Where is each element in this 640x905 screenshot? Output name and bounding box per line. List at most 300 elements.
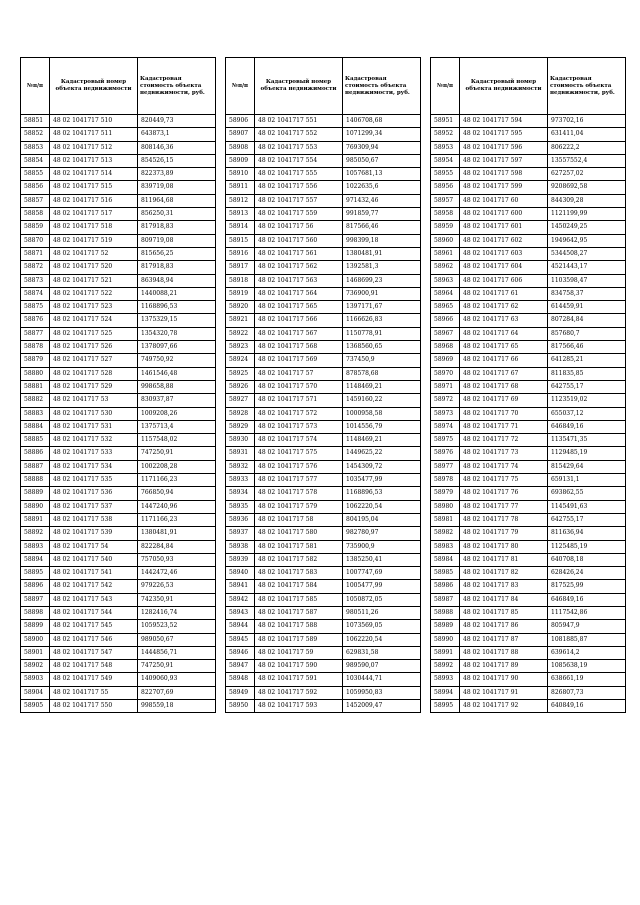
table-row xyxy=(431,553,626,566)
cadastral-number: 48 02 1041717 52 xyxy=(50,247,138,260)
cadastral-number: 48 02 1041717 557 xyxy=(255,194,343,207)
cadastral-number: 48 02 1041717 60 xyxy=(460,194,548,207)
table-row xyxy=(431,513,626,526)
table-row xyxy=(431,673,626,686)
row-number: 58956 xyxy=(431,181,460,194)
table-row xyxy=(226,274,421,287)
cadastral-value: 1148469,21 xyxy=(343,380,421,393)
cadastral-value: 1022635,6 xyxy=(343,181,421,194)
cadastral-number: 48 02 1041717 537 xyxy=(50,500,138,513)
table-row xyxy=(431,247,626,260)
cadastral-number: 48 02 1041717 589 xyxy=(255,633,343,646)
row-number: 58983 xyxy=(431,540,460,553)
cadastral-value: 639614,2 xyxy=(548,646,626,659)
cadastral-number: 48 02 1041717 529 xyxy=(50,380,138,393)
cadastral-number: 48 02 1041717 567 xyxy=(255,327,343,340)
cadastral-value: 1380481,91 xyxy=(343,247,421,260)
row-number: 58948 xyxy=(226,673,255,686)
cadastral-number: 48 02 1041717 545 xyxy=(50,620,138,633)
table-row xyxy=(431,660,626,673)
cadastral-value: 1014556,79 xyxy=(343,420,421,433)
table-row xyxy=(431,221,626,234)
table-row xyxy=(226,194,421,207)
row-number: 58944 xyxy=(226,620,255,633)
cadastral-value: 1168896,53 xyxy=(343,487,421,500)
row-number: 58952 xyxy=(431,128,460,141)
row-number: 58885 xyxy=(21,434,50,447)
cadastral-value: 1000958,58 xyxy=(343,407,421,420)
row-number: 58968 xyxy=(431,341,460,354)
row-number: 58962 xyxy=(431,261,460,274)
cadastral-value: 1452009,47 xyxy=(343,700,421,713)
table-row xyxy=(21,168,216,181)
table-row xyxy=(226,633,421,646)
table-row xyxy=(431,314,626,327)
row-number: 58982 xyxy=(431,527,460,540)
table-row xyxy=(431,460,626,473)
row-number: 58975 xyxy=(431,434,460,447)
table-row xyxy=(226,301,421,314)
cadastral-value: 854526,15 xyxy=(138,154,216,167)
cadastral-number: 48 02 1041717 596 xyxy=(460,141,548,154)
row-number: 58965 xyxy=(431,301,460,314)
cadastral-number: 48 02 1041717 80 xyxy=(460,540,548,553)
cadastral-number: 48 02 1041717 79 xyxy=(460,527,548,540)
row-number: 58872 xyxy=(21,261,50,274)
table-row xyxy=(21,700,216,713)
cadastral-number: 48 02 1041717 516 xyxy=(50,194,138,207)
row-number: 58879 xyxy=(21,354,50,367)
cadastral-number: 48 02 1041717 517 xyxy=(50,208,138,221)
cadastral-value: 817918,83 xyxy=(138,261,216,274)
cadastral-number: 48 02 1041717 566 xyxy=(255,314,343,327)
table-row xyxy=(226,394,421,407)
cadastral-number: 48 02 1041717 547 xyxy=(50,646,138,659)
row-number: 58852 xyxy=(21,128,50,141)
cadastral-value: 4521443,17 xyxy=(548,261,626,274)
cadastral-value: 643873,1 xyxy=(138,128,216,141)
table-row xyxy=(431,567,626,580)
table-body xyxy=(21,58,216,713)
table-row xyxy=(21,274,216,287)
table-row xyxy=(226,513,421,526)
cadastral-table-2 xyxy=(225,57,421,713)
row-number: 58911 xyxy=(226,181,255,194)
cadastral-number: 48 02 1041717 587 xyxy=(255,606,343,619)
cadastral-number: 48 02 1041717 67 xyxy=(460,367,548,380)
cadastral-value: 1002208,28 xyxy=(138,460,216,473)
cadastral-value: 804195,04 xyxy=(343,513,421,526)
cadastral-number: 48 02 1041717 595 xyxy=(460,128,548,141)
table-row xyxy=(21,394,216,407)
cadastral-value: 830937,87 xyxy=(138,394,216,407)
row-number: 58973 xyxy=(431,407,460,420)
table-row xyxy=(431,194,626,207)
row-number: 58853 xyxy=(21,141,50,154)
row-number: 58858 xyxy=(21,208,50,221)
cadastral-number: 48 02 1041717 521 xyxy=(50,274,138,287)
cadastral-value: 1447240,96 xyxy=(138,500,216,513)
table-row xyxy=(21,234,216,247)
cadastral-number: 48 02 1041717 560 xyxy=(255,234,343,247)
row-number: 58896 xyxy=(21,580,50,593)
table-row xyxy=(226,606,421,619)
cadastral-value: 627257,02 xyxy=(548,168,626,181)
table-row xyxy=(431,208,626,221)
table-row xyxy=(431,487,626,500)
table-row xyxy=(21,593,216,606)
cadastral-value: 642755,17 xyxy=(548,380,626,393)
cadastral-value: 1440088,21 xyxy=(138,287,216,300)
row-number: 58894 xyxy=(21,553,50,566)
table-row xyxy=(21,354,216,367)
row-number: 58859 xyxy=(21,221,50,234)
cadastral-value: 1030444,71 xyxy=(343,673,421,686)
row-number: 58874 xyxy=(21,287,50,300)
cadastral-number: 48 02 1041717 531 xyxy=(50,420,138,433)
table-row xyxy=(21,420,216,433)
cadastral-number: 48 02 1041717 85 xyxy=(460,606,548,619)
cadastral-value: 693862,55 xyxy=(548,487,626,500)
table-row xyxy=(21,194,216,207)
row-number: 58921 xyxy=(226,314,255,327)
table-row xyxy=(226,247,421,260)
row-number: 58854 xyxy=(21,154,50,167)
cadastral-value: 1171166,23 xyxy=(138,513,216,526)
cadastral-value: 757050,93 xyxy=(138,553,216,566)
cadastral-number: 48 02 1041717 588 xyxy=(255,620,343,633)
cadastral-value: 1375329,15 xyxy=(138,314,216,327)
row-number: 58907 xyxy=(226,128,255,141)
cadastral-value: 815656,25 xyxy=(138,247,216,260)
cadastral-value: 659131,1 xyxy=(548,474,626,487)
row-number: 58938 xyxy=(226,540,255,553)
cadastral-number: 48 02 1041717 58 xyxy=(255,513,343,526)
row-number: 58893 xyxy=(21,540,50,553)
cadastral-value: 614459,91 xyxy=(548,301,626,314)
table-row xyxy=(21,660,216,673)
cadastral-number: 48 02 1041717 525 xyxy=(50,327,138,340)
row-number: 58990 xyxy=(431,633,460,646)
row-number: 58924 xyxy=(226,354,255,367)
cadastral-value: 9208692,58 xyxy=(548,181,626,194)
table-row xyxy=(226,208,421,221)
cadastral-value: 736900,91 xyxy=(343,287,421,300)
cadastral-number: 48 02 1041717 62 xyxy=(460,301,548,314)
row-number: 58933 xyxy=(226,474,255,487)
table-row xyxy=(431,633,626,646)
cadastral-value: 1378097,66 xyxy=(138,341,216,354)
table-row xyxy=(21,553,216,566)
cadastral-number: 48 02 1041717 538 xyxy=(50,513,138,526)
header-cadastral-number: Кадастровый номер объекта недвижимости xyxy=(460,58,548,115)
row-number: 58994 xyxy=(431,686,460,699)
cadastral-number: 48 02 1041717 61 xyxy=(460,287,548,300)
table-row xyxy=(226,487,421,500)
header-row xyxy=(431,58,626,115)
row-number: 58884 xyxy=(21,420,50,433)
cadastral-value: 1009208,26 xyxy=(138,407,216,420)
row-number: 58916 xyxy=(226,247,255,260)
cadastral-number: 48 02 1041717 56 xyxy=(255,221,343,234)
cadastral-value: 1375713,4 xyxy=(138,420,216,433)
row-number: 58878 xyxy=(21,341,50,354)
row-number: 58984 xyxy=(431,553,460,566)
cadastral-number: 48 02 1041717 554 xyxy=(255,154,343,167)
row-number: 58940 xyxy=(226,567,255,580)
table-row xyxy=(431,500,626,513)
row-number: 58906 xyxy=(226,115,255,128)
table-row xyxy=(21,620,216,633)
table-row xyxy=(431,341,626,354)
row-number: 58897 xyxy=(21,593,50,606)
cadastral-value: 1123519,02 xyxy=(548,394,626,407)
cadastral-value: 1949642,95 xyxy=(548,234,626,247)
cadastral-value: 806222,2 xyxy=(548,141,626,154)
cadastral-number: 48 02 1041717 559 xyxy=(255,208,343,221)
row-number: 58993 xyxy=(431,673,460,686)
cadastral-value: 979226,53 xyxy=(138,580,216,593)
cadastral-value: 989590,07 xyxy=(343,660,421,673)
cadastral-value: 1171166,23 xyxy=(138,474,216,487)
row-number: 58870 xyxy=(21,234,50,247)
row-number: 58972 xyxy=(431,394,460,407)
row-number: 58941 xyxy=(226,580,255,593)
row-number: 58926 xyxy=(226,380,255,393)
table-row xyxy=(226,367,421,380)
header-number: №п/п xyxy=(226,58,255,115)
header-row xyxy=(21,58,216,115)
cadastral-number: 48 02 1041717 551 xyxy=(255,115,343,128)
cadastral-number: 48 02 1041717 77 xyxy=(460,500,548,513)
cadastral-number: 48 02 1041717 564 xyxy=(255,287,343,300)
cadastral-value: 844309,28 xyxy=(548,194,626,207)
row-number: 58937 xyxy=(226,527,255,540)
cadastral-value: 1125485,19 xyxy=(548,540,626,553)
cadastral-value: 646849,16 xyxy=(548,593,626,606)
cadastral-number: 48 02 1041717 68 xyxy=(460,380,548,393)
row-number: 58908 xyxy=(226,141,255,154)
row-number: 58857 xyxy=(21,194,50,207)
cadastral-value: 805947,9 xyxy=(548,620,626,633)
table-row xyxy=(226,234,421,247)
table-row xyxy=(21,633,216,646)
table-row xyxy=(431,234,626,247)
table-row xyxy=(21,606,216,619)
cadastral-value: 1117542,86 xyxy=(548,606,626,619)
row-number: 58964 xyxy=(431,287,460,300)
table-row xyxy=(226,181,421,194)
table-row xyxy=(21,181,216,194)
cadastral-number: 48 02 1041717 571 xyxy=(255,394,343,407)
cadastral-value: 1135471,35 xyxy=(548,434,626,447)
table-row xyxy=(431,620,626,633)
table-row xyxy=(21,686,216,699)
cadastral-value: 1444856,71 xyxy=(138,646,216,659)
table-row xyxy=(431,646,626,659)
row-number: 58923 xyxy=(226,341,255,354)
row-number: 58966 xyxy=(431,314,460,327)
table-row xyxy=(431,181,626,194)
cadastral-number: 48 02 1041717 577 xyxy=(255,474,343,487)
row-number: 58873 xyxy=(21,274,50,287)
row-number: 58880 xyxy=(21,367,50,380)
cadastral-number: 48 02 1041717 599 xyxy=(460,181,548,194)
cadastral-number: 48 02 1041717 527 xyxy=(50,354,138,367)
cadastral-value: 1442472,46 xyxy=(138,567,216,580)
row-number: 58987 xyxy=(431,593,460,606)
cadastral-value: 985050,67 xyxy=(343,154,421,167)
cadastral-number: 48 02 1041717 582 xyxy=(255,553,343,566)
table-row xyxy=(21,434,216,447)
cadastral-number: 48 02 1041717 593 xyxy=(255,700,343,713)
row-number: 58959 xyxy=(431,221,460,234)
cadastral-value: 766850,94 xyxy=(138,487,216,500)
row-number: 58919 xyxy=(226,287,255,300)
cadastral-value: 1166626,83 xyxy=(343,314,421,327)
table-body xyxy=(431,58,626,713)
cadastral-value: 811964,68 xyxy=(138,194,216,207)
cadastral-number: 48 02 1041717 82 xyxy=(460,567,548,580)
table-row xyxy=(226,261,421,274)
table-row xyxy=(431,580,626,593)
row-number: 58950 xyxy=(226,700,255,713)
cadastral-value: 641285,21 xyxy=(548,354,626,367)
row-number: 58886 xyxy=(21,447,50,460)
cadastral-number: 48 02 1041717 536 xyxy=(50,487,138,500)
cadastral-number: 48 02 1041717 524 xyxy=(50,314,138,327)
row-number: 58913 xyxy=(226,208,255,221)
cadastral-number: 48 02 1041717 89 xyxy=(460,660,548,673)
cadastral-value: 1129485,19 xyxy=(548,447,626,460)
cadastral-number: 48 02 1041717 64 xyxy=(460,327,548,340)
row-number: 58967 xyxy=(431,327,460,340)
row-number: 58953 xyxy=(431,141,460,154)
header-number: №п/п xyxy=(431,58,460,115)
table-row xyxy=(21,301,216,314)
row-number: 58915 xyxy=(226,234,255,247)
row-number: 58974 xyxy=(431,420,460,433)
table-row xyxy=(21,673,216,686)
cadastral-value: 817525,99 xyxy=(548,580,626,593)
cadastral-number: 48 02 1041717 603 xyxy=(460,247,548,260)
table-row xyxy=(431,367,626,380)
table-row xyxy=(21,460,216,473)
table-row xyxy=(431,287,626,300)
cadastral-value: 1050872,05 xyxy=(343,593,421,606)
cadastral-number: 48 02 1041717 65 xyxy=(460,341,548,354)
cadastral-value: 1103598,47 xyxy=(548,274,626,287)
cadastral-number: 48 02 1041717 563 xyxy=(255,274,343,287)
table-row xyxy=(21,567,216,580)
cadastral-value: 1035477,99 xyxy=(343,474,421,487)
table-row xyxy=(431,154,626,167)
cadastral-number: 48 02 1041717 59 xyxy=(255,646,343,659)
cadastral-value: 991859,77 xyxy=(343,208,421,221)
header-cadastral-value: Кадастровая стоимость объекта недвижимости, руб. xyxy=(138,58,216,115)
cadastral-value: 807284,84 xyxy=(548,314,626,327)
cadastral-number: 48 02 1041717 514 xyxy=(50,168,138,181)
row-number: 58917 xyxy=(226,261,255,274)
cadastral-value: 863948,94 xyxy=(138,274,216,287)
cadastral-value: 1085638,19 xyxy=(548,660,626,673)
cadastral-value: 815429,64 xyxy=(548,460,626,473)
cadastral-number: 48 02 1041717 71 xyxy=(460,420,548,433)
cadastral-number: 48 02 1041717 523 xyxy=(50,301,138,314)
cadastral-value: 640849,16 xyxy=(548,700,626,713)
cadastral-number: 48 02 1041717 584 xyxy=(255,580,343,593)
cadastral-value: 808146,36 xyxy=(138,141,216,154)
row-number: 58970 xyxy=(431,367,460,380)
row-number: 58905 xyxy=(21,700,50,713)
row-number: 58955 xyxy=(431,168,460,181)
cadastral-number: 48 02 1041717 513 xyxy=(50,154,138,167)
cadastral-value: 13557552,4 xyxy=(548,154,626,167)
row-number: 58930 xyxy=(226,434,255,447)
cadastral-number: 48 02 1041717 63 xyxy=(460,314,548,327)
cadastral-number: 48 02 1041717 572 xyxy=(255,407,343,420)
cadastral-value: 1062220,54 xyxy=(343,633,421,646)
row-number: 58954 xyxy=(431,154,460,167)
cadastral-value: 1005477,99 xyxy=(343,580,421,593)
cadastral-number: 48 02 1041717 550 xyxy=(50,700,138,713)
cadastral-number: 48 02 1041717 540 xyxy=(50,553,138,566)
cadastral-value: 1059523,52 xyxy=(138,620,216,633)
row-number: 58887 xyxy=(21,460,50,473)
cadastral-number: 48 02 1041717 535 xyxy=(50,474,138,487)
cadastral-number: 48 02 1041717 55 xyxy=(50,686,138,699)
cadastral-number: 48 02 1041717 565 xyxy=(255,301,343,314)
row-number: 58883 xyxy=(21,407,50,420)
cadastral-number: 48 02 1041717 583 xyxy=(255,567,343,580)
row-number: 58856 xyxy=(21,181,50,194)
cadastral-number: 48 02 1041717 541 xyxy=(50,567,138,580)
cadastral-value: 1071299,34 xyxy=(343,128,421,141)
cadastral-value: 1454309,72 xyxy=(343,460,421,473)
table-row xyxy=(431,261,626,274)
table-row xyxy=(226,434,421,447)
cadastral-value: 1450249,25 xyxy=(548,221,626,234)
cadastral-number: 48 02 1041717 532 xyxy=(50,434,138,447)
cadastral-number: 48 02 1041717 573 xyxy=(255,420,343,433)
cadastral-number: 48 02 1041717 81 xyxy=(460,553,548,566)
table-row xyxy=(431,168,626,181)
row-number: 58980 xyxy=(431,500,460,513)
table-row xyxy=(226,141,421,154)
table-row xyxy=(226,115,421,128)
row-number: 58969 xyxy=(431,354,460,367)
cadastral-number: 48 02 1041717 522 xyxy=(50,287,138,300)
cadastral-value: 998658,88 xyxy=(138,380,216,393)
row-number: 58934 xyxy=(226,487,255,500)
table-row xyxy=(226,128,421,141)
cadastral-value: 1057681,13 xyxy=(343,168,421,181)
row-number: 58957 xyxy=(431,194,460,207)
cadastral-number: 48 02 1041717 597 xyxy=(460,154,548,167)
cadastral-value: 628426,24 xyxy=(548,567,626,580)
cadastral-number: 48 02 1041717 83 xyxy=(460,580,548,593)
cadastral-number: 48 02 1041717 579 xyxy=(255,500,343,513)
cadastral-number: 48 02 1041717 585 xyxy=(255,593,343,606)
cadastral-value: 973702,16 xyxy=(548,115,626,128)
row-number: 58977 xyxy=(431,460,460,473)
cadastral-value: 638661,19 xyxy=(548,673,626,686)
cadastral-number: 48 02 1041717 78 xyxy=(460,513,548,526)
cadastral-value: 1062220,54 xyxy=(343,500,421,513)
row-number: 58985 xyxy=(431,567,460,580)
cadastral-number: 48 02 1041717 539 xyxy=(50,527,138,540)
cadastral-value: 1449625,22 xyxy=(343,447,421,460)
